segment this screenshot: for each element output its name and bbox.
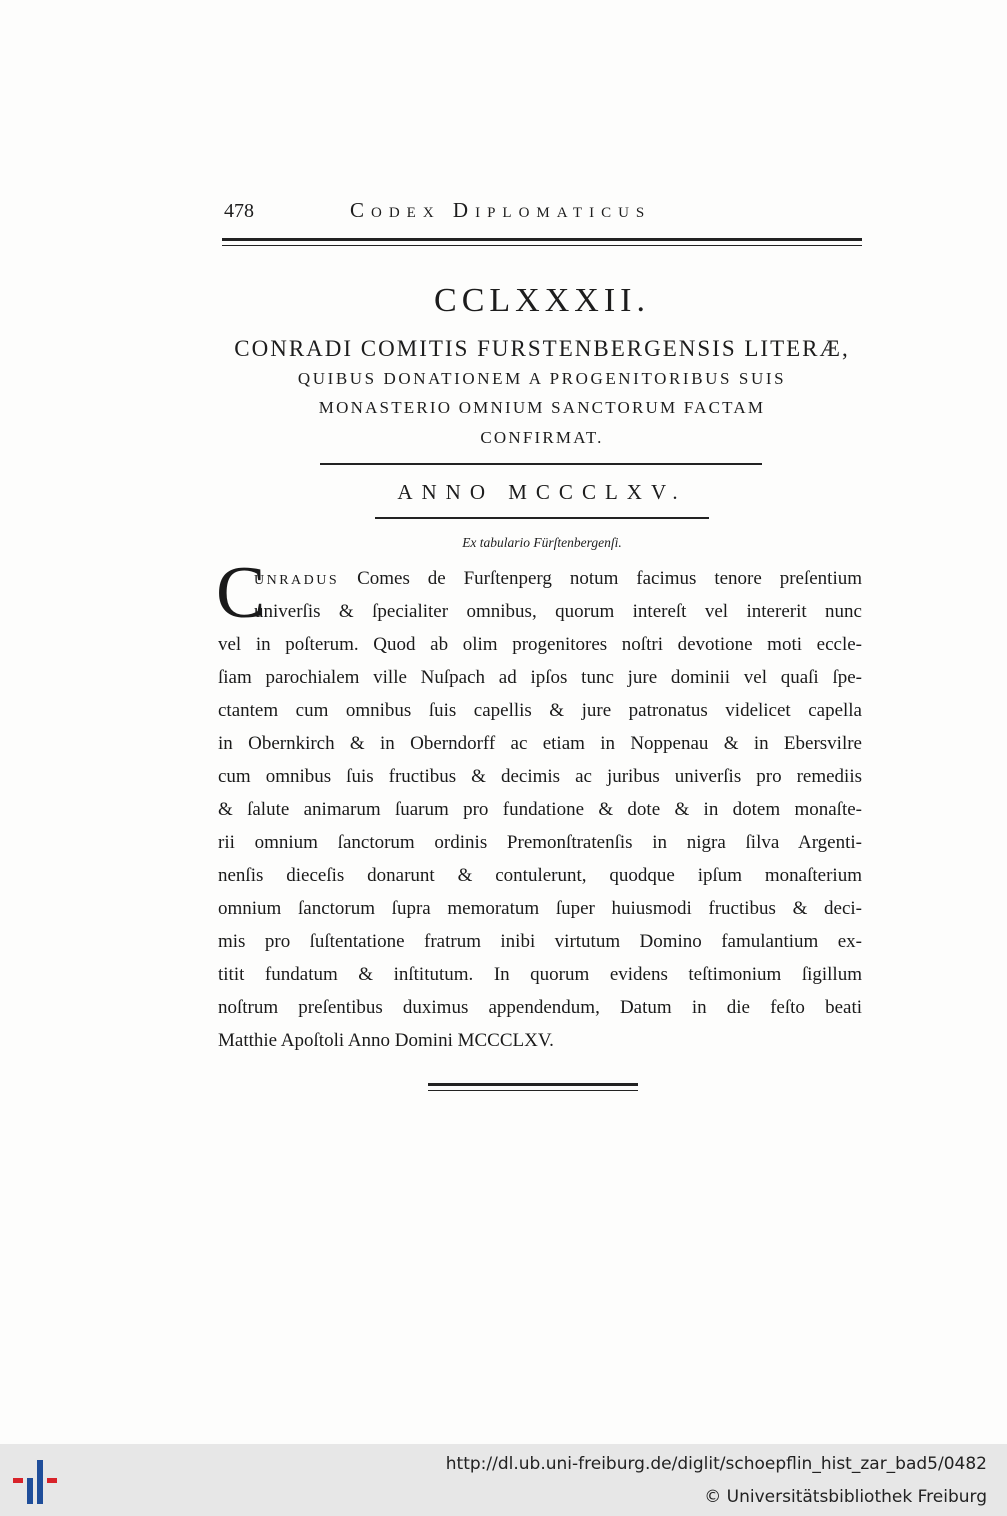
text-line: ctantem cum omnibus ſuis capellis & jure patronatus videlicet capella — [218, 700, 862, 721]
document-title-line-1: CONRADI COMITIS FURSTENBERGENSIS LITERÆ, — [234, 336, 850, 361]
text-line: nenſis diеceſis donarunt & contulerunt, quodque ipſum monaſterium — [218, 865, 862, 886]
text-line: noſtrum preſentibus duximus appendendum, Datum in die feſto beati — [218, 997, 862, 1018]
header-rule-thick — [222, 238, 862, 241]
text-line: univerſis & ſpecialiter omnibus, quorum intereſt vel intererit nunc — [254, 601, 862, 622]
page-number: 478 — [224, 200, 254, 222]
text-line: mis pro ſuſtentatione fratrum inibi virtutum Domino famulantium ex- — [218, 931, 862, 952]
header-rule-thin — [222, 245, 862, 246]
document-title-line-2: QUIBUS DONATIONEM A PROGENITORIBUS SUIS — [297, 369, 787, 388]
text-line: & ſalute animarum ſuarum pro fundatione & dote & in dotem monaſte- — [218, 799, 862, 820]
end-rule-thick — [428, 1083, 638, 1086]
text-line: in Obernkirch & in Oberndorff ac etiam in Noppenau & in Ebersvilre — [218, 733, 862, 754]
text-line: Matthie Apoſtoli Anno Domini MCCCLXV. — [218, 1030, 554, 1051]
text-line — [218, 562, 862, 595]
running-head — [222, 196, 862, 230]
end-rule-thin — [428, 1090, 638, 1091]
document-title-line-3: MONASTERIO OMNIUM SANCTORUM FACTAM — [318, 398, 766, 417]
text-line: omnium ſanctorum ſupra memoratum ſuper huiusmodi fructibus & deci- — [218, 898, 862, 919]
document-title-line-4: CONFIRMAT. — [480, 428, 604, 447]
year-rule — [375, 517, 709, 519]
text-line: ſiam parochialem ville Nuſpach ad ipſos tunc jure dominii vel quaſi ſpe- — [218, 667, 862, 688]
text-line-content: Comes de Furſtenperg notum facimus tenore preſentium — [357, 568, 862, 589]
library-logo-icon — [13, 1458, 67, 1506]
document-number: CCLXXXII. — [434, 282, 650, 319]
footer-url-link[interactable]: http://dl.ub.uni-freiburg.de/diglit/schoepflin_hist_zar_bad5/0482 — [445, 1454, 987, 1474]
text-line: cum omnibus ſuis fructibus & decimis ac juribus univerſis pro remediis — [218, 766, 862, 787]
footer-bar — [0, 1444, 1007, 1516]
charter-text — [216, 552, 862, 1057]
text-line: vel in poſterum. Quod ab olim progenitores noſtri devotione moti eccle- — [218, 634, 862, 655]
first-word-caps: UNRADUS — [254, 573, 340, 588]
text-line: titit fundatum & inſtitutum. In quorum evidens teſtimonium ſigillum — [218, 964, 862, 985]
running-title: Codex Diplomaticus — [350, 198, 652, 222]
text-line: rii omnium ſanctorum ordinis Premonſtratenſis in nigra ſilva Argenti- — [218, 832, 862, 853]
document-year: ANNO MCCCLXV. — [397, 480, 687, 504]
footer-copyright: © Universitätsbibliothek Freiburg — [704, 1487, 987, 1507]
drop-cap: C — [216, 552, 266, 634]
title-rule — [320, 463, 762, 465]
document-source: Ex tabulario Fürſtenbergenſi. — [462, 535, 622, 550]
